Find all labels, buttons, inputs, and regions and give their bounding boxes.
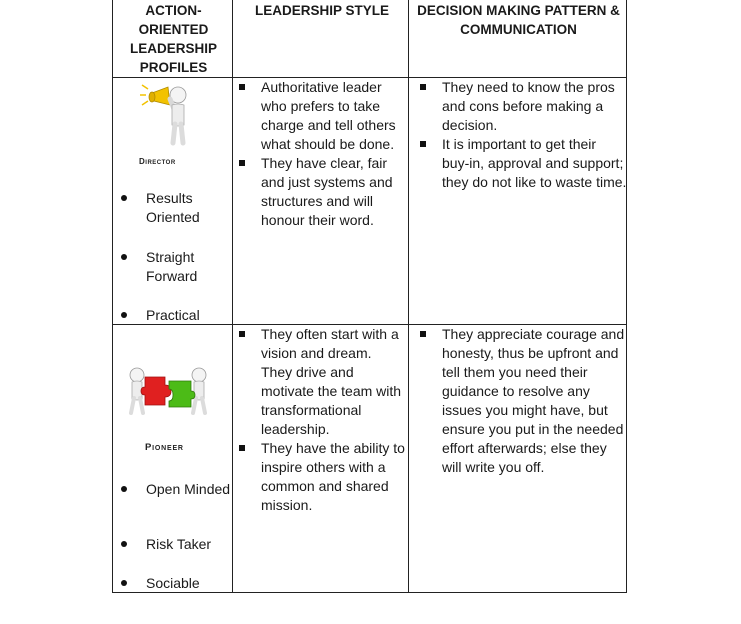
list-item: They have the ability to inspire others with a common and shared mission. [236, 439, 406, 515]
list-item: It is important to get their buy-in, approval and support; they do not like to waste time. [417, 135, 627, 192]
table-row-pioneer-profile [112, 325, 232, 592]
trait-item: Results Oriented [112, 189, 232, 227]
table-row-director-style [236, 78, 406, 230]
megaphone-figure-icon [138, 81, 196, 147]
trait-item: Risk Taker [112, 535, 232, 554]
trait-item: Open Minded [112, 480, 232, 499]
trait-item: Straight Forward [112, 248, 232, 286]
table-row-director-profile [112, 78, 232, 324]
header-leadership-style: LEADERSHIP STYLE [254, 3, 390, 18]
leadership-profiles-table [112, 0, 627, 593]
list-item: They need to know the pros and cons before making a decision. [417, 78, 627, 135]
list-item: They often start with a vision and dream. They drive and motivate the team with transformational leadership. [236, 325, 406, 439]
table-row-pioneer-style [236, 325, 406, 515]
column-divider-1 [232, 0, 233, 593]
list-item: Authoritative leader who prefers to take charge and tell others what should be done. [236, 78, 406, 154]
column-divider-2 [408, 0, 409, 593]
trait-item: Sociable [112, 574, 232, 593]
trait-item: Practical [112, 306, 232, 325]
header-profiles: ACTION-ORIENTED LEADERSHIP PROFILES [129, 3, 217, 75]
profile-name-pioneer: Pioneer [145, 442, 184, 453]
puzzle-figures-icon [125, 365, 211, 417]
list-item: They have clear, fair and just systems and structures and will honour their word. [236, 154, 406, 230]
table-row-director-decision [417, 78, 627, 192]
list-item: They appreciate courage and honesty, thus be upfront and tell them you need their guidance to resolve any issues you might have, but ensure you put in the needed effort afterwards; else they will write you off. [417, 325, 627, 477]
header-decision-making: DECISION MAKING PATTERN & COMMUNICATION [417, 3, 620, 37]
profile-name-director: Director [139, 157, 176, 166]
table-row-pioneer-decision [417, 325, 627, 477]
